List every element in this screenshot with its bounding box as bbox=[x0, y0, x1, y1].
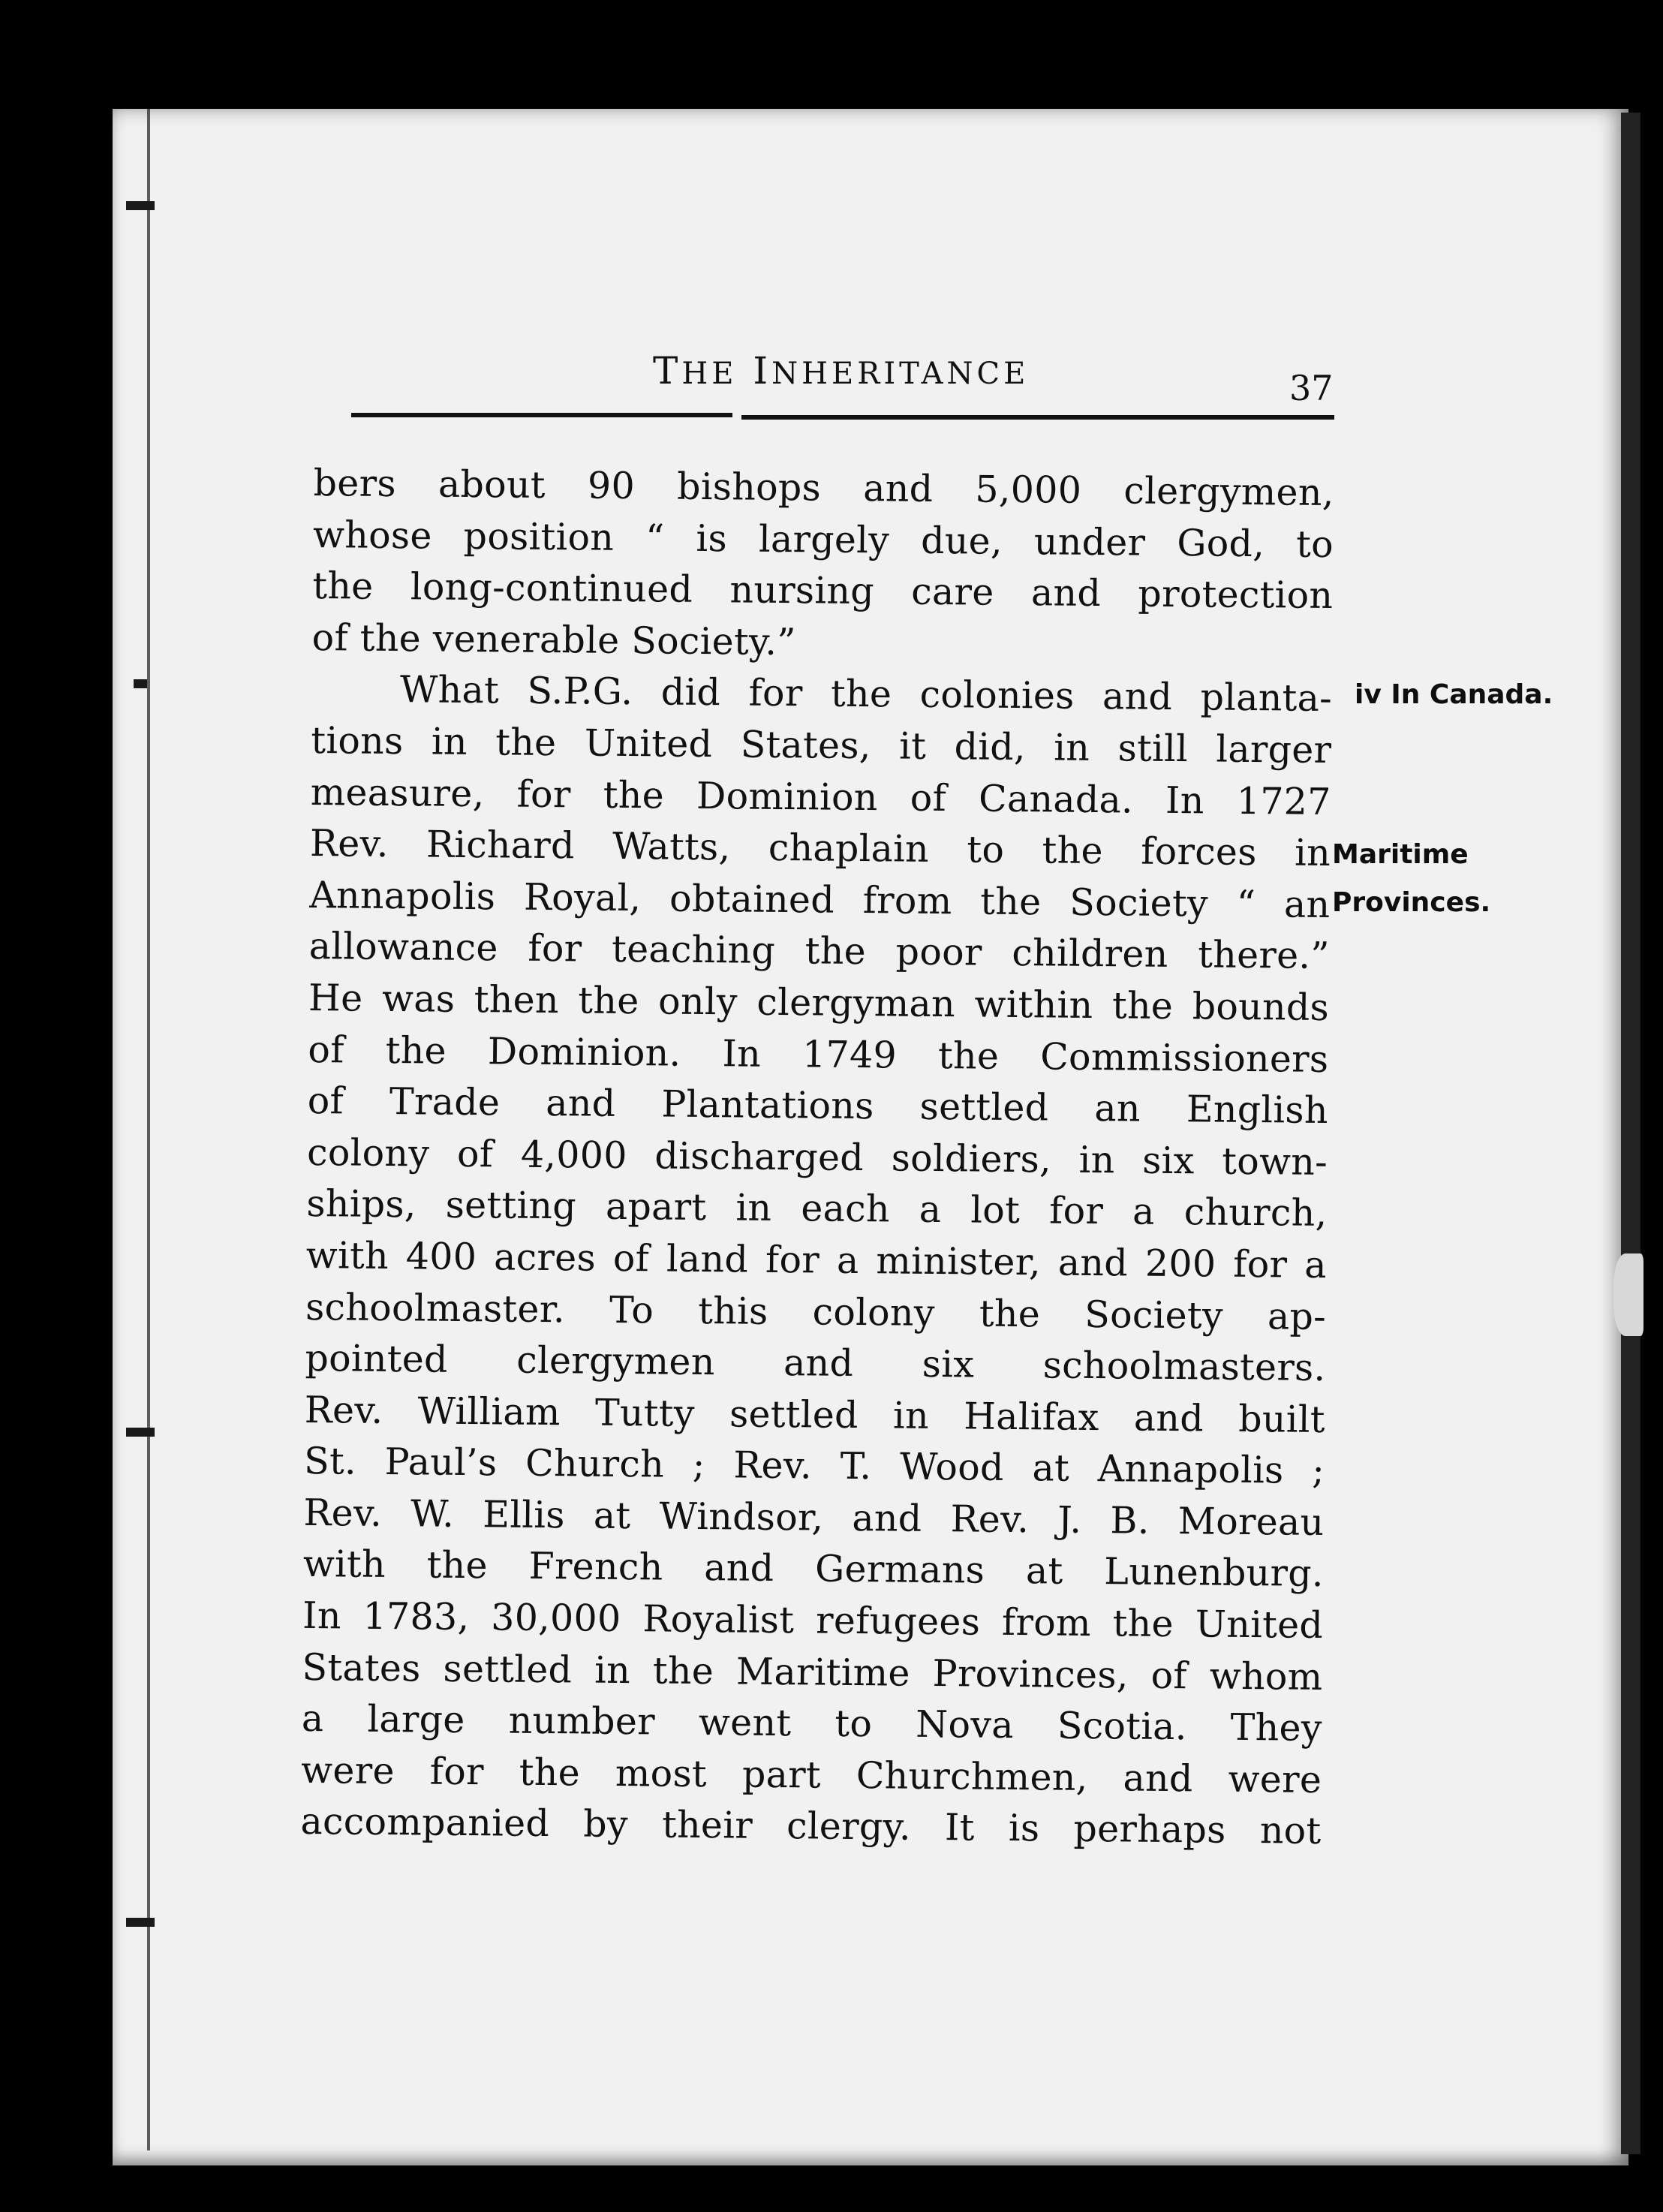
header-rule bbox=[741, 415, 1334, 420]
text-line: pointed clergymen and six schoolmasters. bbox=[305, 1337, 1326, 1390]
page-edge-shadow bbox=[1621, 113, 1640, 2154]
gutter-mark bbox=[126, 201, 155, 210]
text-line: schoolmaster. To this colony the Society ap- bbox=[305, 1285, 1327, 1338]
text-line: bers about 90 bishops and 5,000 clergymen, bbox=[313, 461, 1334, 515]
running-head bbox=[653, 349, 1029, 393]
gutter-mark bbox=[126, 1918, 155, 1927]
text-line: of the Dominion. In 1749 the Commissioners bbox=[308, 1028, 1329, 1081]
margin-note-provinces: Provinces. bbox=[1332, 887, 1491, 918]
text-line: were for the most part Churchmen, and were bbox=[300, 1748, 1322, 1801]
binding-gutter bbox=[147, 109, 150, 2150]
page-number: 37 bbox=[1289, 368, 1334, 408]
running-head-initial: T bbox=[653, 349, 682, 393]
text-line: Rev. Richard Watts, chaplain to the forces in bbox=[309, 822, 1331, 875]
running-head-smallcaps: HE bbox=[681, 357, 738, 391]
text-line: St. Paul’s Church ; Rev. T. Wood at Annapolis ; bbox=[303, 1440, 1325, 1493]
text-line: of the venerable Society.” bbox=[311, 615, 796, 664]
text-line: tions in the United States, it did, in still larger bbox=[311, 718, 1332, 772]
text-line: Annapolis Royal, obtained from the Society “ an bbox=[309, 873, 1331, 926]
body-text bbox=[300, 458, 1334, 1858]
text-line: Rev. W. Ellis at Windsor, and Rev. J. B. Moreau bbox=[303, 1491, 1325, 1544]
running-head-initial: I bbox=[753, 349, 772, 393]
margin-note-canada: iv In Canada. bbox=[1355, 679, 1553, 710]
margin-note-maritime: Maritime bbox=[1332, 839, 1469, 870]
text-line: accompanied by their clergy. It is perhaps not bbox=[300, 1800, 1322, 1853]
text-line: whose position “ is largely due, under God, to bbox=[312, 513, 1334, 566]
gutter-mark bbox=[134, 679, 147, 688]
text-line: with the French and Germans at Lunenburg. bbox=[302, 1542, 1325, 1596]
text-line: ships, setting apart in each a lot for a church, bbox=[306, 1182, 1328, 1235]
text-line: States settled in the Maritime Provinces, of whom bbox=[302, 1645, 1323, 1699]
text-line: measure, for the Dominion of Canada. In 1727 bbox=[310, 770, 1331, 823]
text-line: Rev. William Tutty settled in Halifax and built bbox=[304, 1388, 1326, 1441]
page-edge-tear bbox=[1613, 1253, 1643, 1336]
text-line: the long-continued nursing care and protection bbox=[312, 564, 1334, 618]
text-line: with 400 acres of land for a minister, and 200 for a bbox=[305, 1233, 1328, 1287]
text-line: He was then the only clergyman within the bounds bbox=[308, 976, 1330, 1029]
text-line: In 1783, 30,000 Royalist refugees from the United bbox=[302, 1594, 1324, 1648]
text-line: of Trade and Plantations settled an English bbox=[307, 1079, 1328, 1133]
text-line: What S.P.G. did for the colonies and planta- bbox=[399, 668, 1333, 721]
gutter-mark bbox=[126, 1428, 155, 1437]
text-line: allowance for teaching the poor children there.” bbox=[308, 925, 1330, 978]
header-rule bbox=[351, 413, 732, 417]
text-line: a large number went to Nova Scotia. They bbox=[301, 1697, 1323, 1750]
text-line: colony of 4,000 discharged soldiers, in six town- bbox=[306, 1130, 1328, 1184]
running-head-smallcaps: NHERITANCE bbox=[771, 357, 1030, 391]
